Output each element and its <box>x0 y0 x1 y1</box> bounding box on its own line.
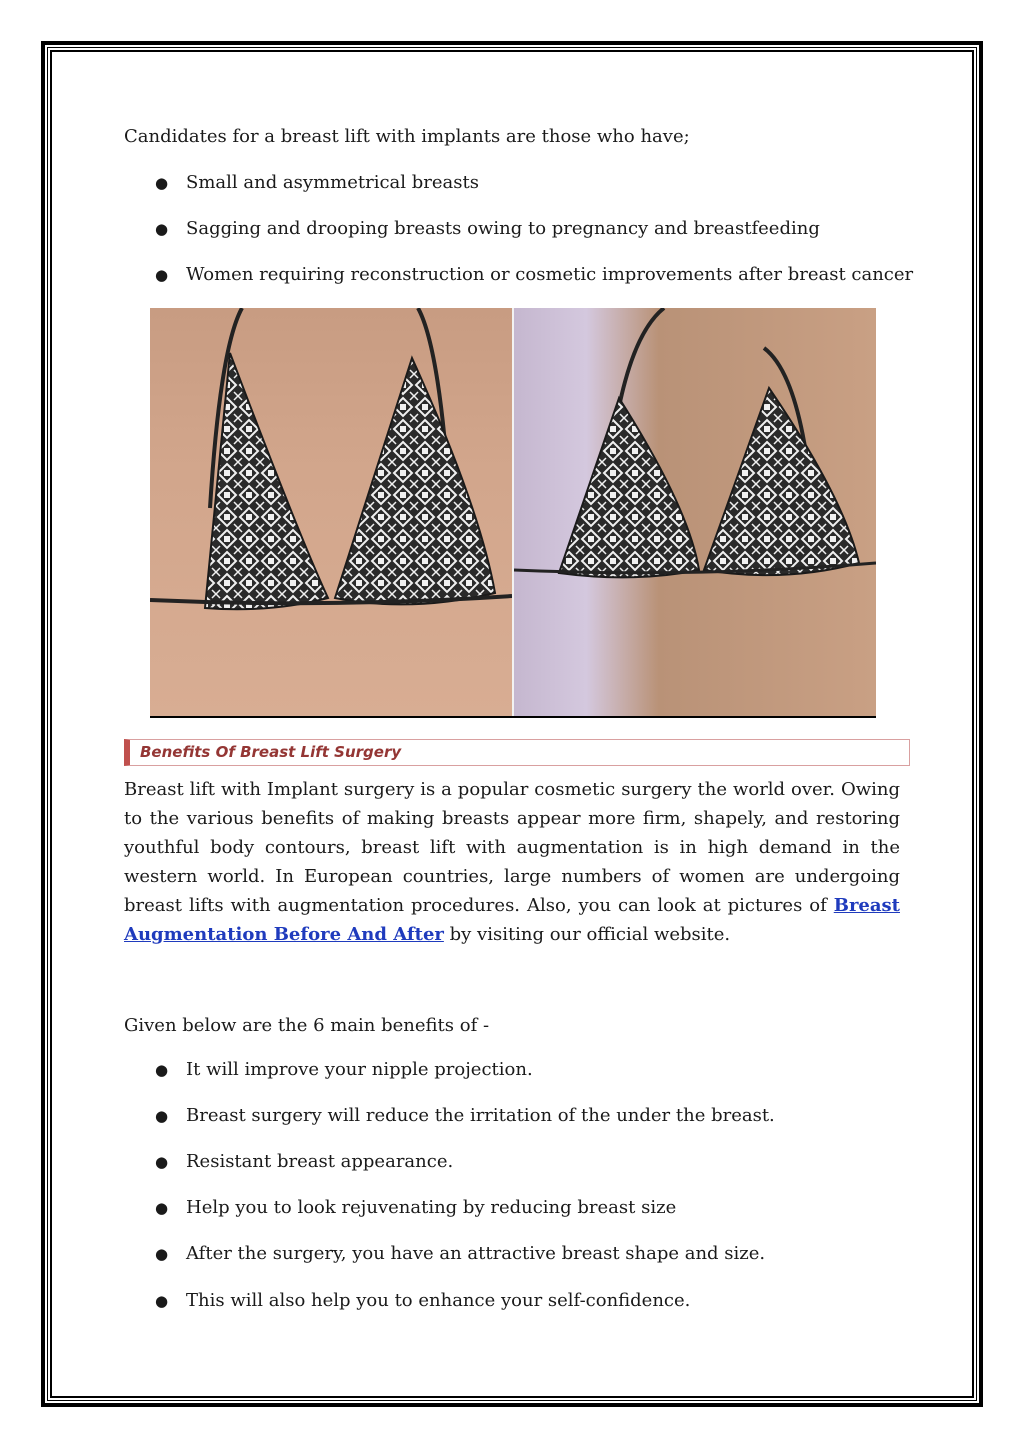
section-heading <box>124 739 910 766</box>
body-paragraph: Breast lift with Implant surgery is a popular cosmetic surgery the world over. Owing to the various benefits of making breasts appear more firm, shapely, and restoring youthful body contours, breast lift with augmentation is in high demand in the western world. In European countries, large numbers of women are undergoing breast lifts with augmentation procedures. Also, you can look at pictures of Breast Augmentation Before And After by visiting our official website. <box>124 779 900 945</box>
benefits-intro: Given below are the 6 main benefits of - <box>124 1015 490 1036</box>
before-photo <box>150 308 512 716</box>
list-item: ● Small and asymmetrical breasts <box>155 172 479 193</box>
bullet-icon: ● <box>155 1153 169 1171</box>
list-item: ● Help you to look rejuvenating by reducing breast size <box>155 1197 677 1218</box>
list-item: ● Women requiring reconstruction or cosmetic improvements after breast cancer <box>155 264 914 285</box>
bullet-icon: ● <box>155 1107 169 1125</box>
candidates-intro: Candidates for a breast lift with implants are those who have; <box>124 126 690 147</box>
list-item: ● After the surgery, you have an attractive breast shape and size. <box>155 1243 766 1264</box>
list-item: ● Breast surgery will reduce the irritation of the under the breast. <box>155 1105 775 1126</box>
before-after-photos <box>150 308 876 718</box>
bullet-icon: ● <box>155 220 169 238</box>
breast-augmentation-link[interactable]: Breast Augmentation Before And After <box>124 895 900 945</box>
bullet-icon: ● <box>155 1292 169 1310</box>
list-item: ● This will also help you to enhance your self-confidence. <box>155 1290 691 1311</box>
bullet-icon: ● <box>155 266 169 284</box>
list-item: ● It will improve your nipple projection. <box>155 1059 533 1080</box>
list-item: ● Sagging and drooping breasts owing to pregnancy and breastfeeding <box>155 218 820 239</box>
bullet-icon: ● <box>155 1061 169 1079</box>
bullet-icon: ● <box>155 1199 169 1217</box>
list-item: ● Resistant breast appearance. <box>155 1151 454 1172</box>
section-heading-text: Benefits Of Breast Lift Surgery <box>140 743 402 761</box>
bullet-icon: ● <box>155 174 169 192</box>
after-photo <box>514 308 876 716</box>
bullet-icon: ● <box>155 1245 169 1263</box>
